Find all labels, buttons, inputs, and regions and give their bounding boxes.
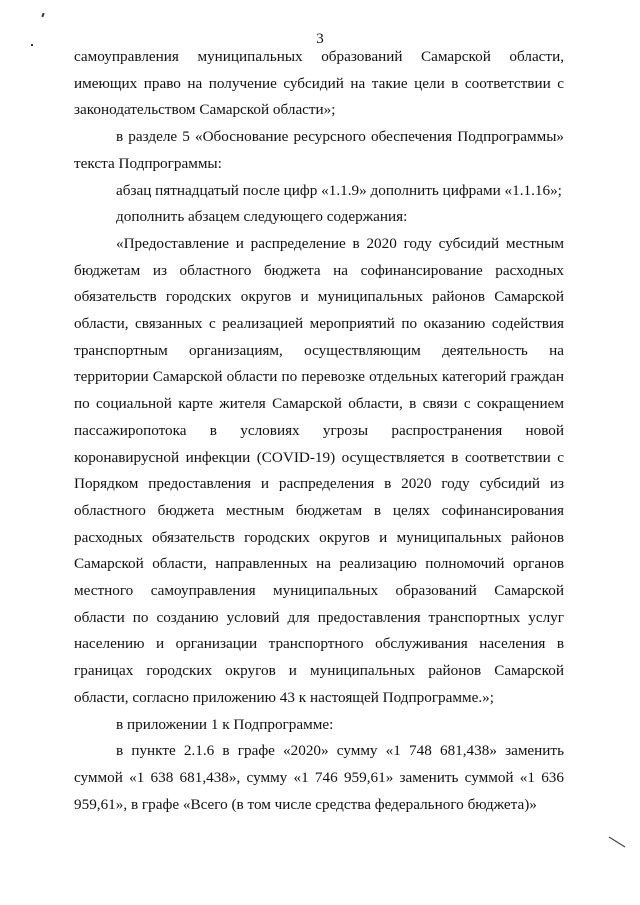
paragraph: «Предоставление и распределение в 2020 году субсидий местным бюджетам из областного бюджета на софинансирование расходных обязательств городских округов и муниципальных районов Самарской области, связанных с реализацией мероприятий по оказанию содействия транспортным организациям, осуществляющим деятельность на территории Самарской области по перевозке отдельных категорий граждан по социальной карте жителя Самарской области, в связи с сокращением пассажиропотока в условиях угрозы распространения новой коронавирусной инфекции (COVID-19) осуществляется в соответствии с Порядком предоставления и распределения в 2020 году субсидий из областного бюджета местным бюджетам в целях софинансирования расходных обязательств городских округов и муниципальных районов Самарской области, направленных на реализацию полномочий органов местного самоуправления муниципальных образований Самарской области по созданию условий для предоставления транспортных услуг населению и организации транспортного обслуживания населения в границах городских округов и муниципальных районов Самарской области, согласно приложению 43 к настоящей Подпрограмме.»; [74,234,564,706]
scan-speck [41,13,44,17]
document-body [74,44,564,818]
paragraph: в приложении 1 к Подпрограмме: [116,715,334,733]
scan-corner-mark [608,836,626,848]
paragraph: самоуправления муниципальных образований Самарской области, имеющих право на получение субсидий на такие цели в соответствии с законодательством Самарской области»; [74,48,564,119]
page-number: 3 [316,31,324,47]
paragraph: абзац пятнадцатый после цифр «1.1.9» дополнить цифрами «1.1.16»; [116,181,562,199]
paragraph: дополнить абзацем следующего содержания: [116,208,408,226]
paragraph: в пункте 2.1.6 в графе «2020» сумму «1 748 681,438» заменить суммой «1 638 681,438», сумму «1 746 959,61» заменить суммой «1 636 959,61», в графе «Всего (в том числе средства федерального бюджета)» [74,742,564,813]
paragraph: в разделе 5 «Обоснование ресурсного обеспечения Подпрограммы» текста Подпрограммы: [74,128,564,172]
